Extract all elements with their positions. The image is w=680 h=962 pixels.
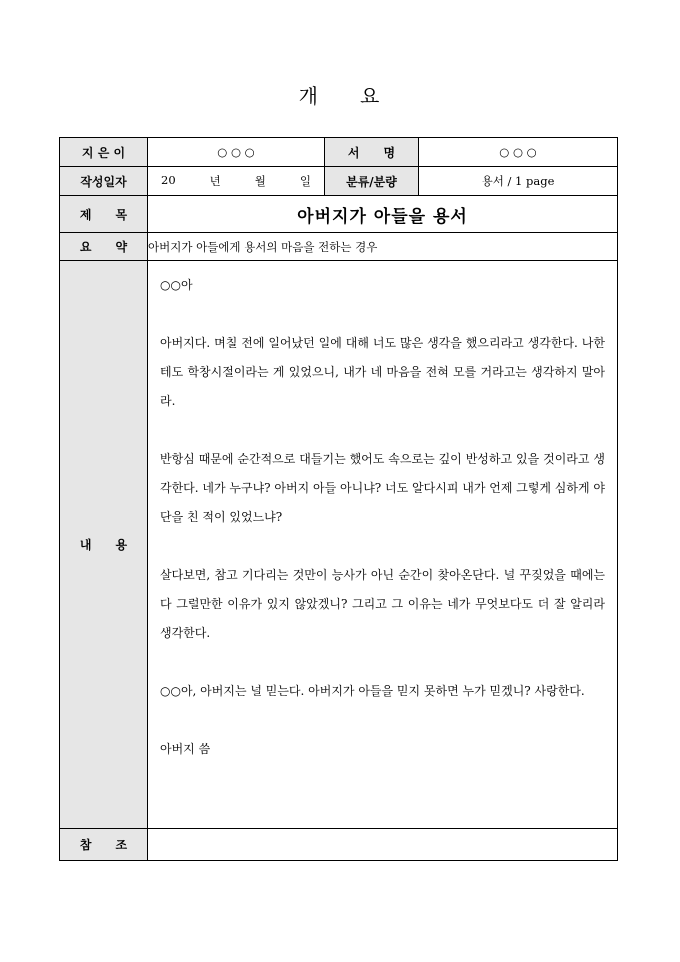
content-paragraph-3: 살다보면, 참고 기다리는 것만이 능사가 아닌 순간이 찾아온단다. 널 꾸짖었을 때에는 다 그럴만한 이유가 있지 않았겠니? 그리고 그 이유는 네가 무엇보다도 더 잘 알리라 생각한다. (160, 568, 605, 640)
page-title-right: 요 (360, 84, 382, 108)
content-closing: 아버지 씀 (160, 742, 211, 756)
content-paragraph-1: 아버지다. 며칠 전에 일어났던 일에 대해 너도 많은 생각을 했으리라고 생각한다. 나한테도 학창시절이라는 게 있었으니, 내가 네 마음을 전혀 모를 거라고는 생각하지 말아라. (160, 336, 605, 408)
page-title (0, 80, 680, 109)
signature-label: 서 명 (325, 138, 419, 167)
content-label: 내 용 (60, 261, 148, 829)
page-title-left: 개 (298, 84, 320, 108)
summary-row (60, 233, 618, 261)
content-body (148, 261, 618, 829)
author-row (60, 138, 618, 167)
subject-value: 아버지가 아들을 용서 (148, 196, 618, 233)
reference-row (60, 829, 618, 861)
date-year: 20 (161, 173, 176, 187)
category-value: 용서 / 1 page (419, 167, 618, 196)
date-day-unit: 일 (299, 174, 311, 188)
summary-value: 아버지가 아들에게 용서의 마음을 전하는 경우 (148, 233, 618, 261)
category-label: 분류/분량 (325, 167, 419, 196)
content-paragraph-2: 반항심 때문에 순간적으로 대들기는 했어도 속으로는 깊이 반성하고 있을 것이라고 생각한다. 네가 누구냐? 아버지 아들 아니냐? 너도 알다시피 내가 언제 그렇게 심하게 야단을 친 적이 있었느냐? (160, 452, 605, 524)
signature-value: ○ ○ ○ (419, 138, 618, 167)
summary-label: 요 약 (60, 233, 148, 261)
summary-table (59, 137, 618, 861)
author-label: 지 은 이 (60, 138, 148, 167)
date-label: 작성일자 (60, 167, 148, 196)
subject-label: 제 목 (60, 196, 148, 233)
reference-value (148, 829, 618, 861)
date-row (60, 167, 618, 196)
reference-label: 참 조 (60, 829, 148, 861)
content-paragraph-4: ○○아, 아버지는 널 믿는다. 아버지가 아들을 믿지 못하면 누가 믿겠니? 사랑한다. (160, 684, 585, 698)
subject-row (60, 196, 618, 233)
content-row (60, 261, 618, 829)
date-value (148, 167, 325, 196)
date-year-unit: 년 (209, 174, 221, 188)
author-value: ○ ○ ○ (148, 138, 325, 167)
content-greeting: ○○아 (160, 278, 193, 292)
date-month-unit: 월 (254, 174, 266, 188)
